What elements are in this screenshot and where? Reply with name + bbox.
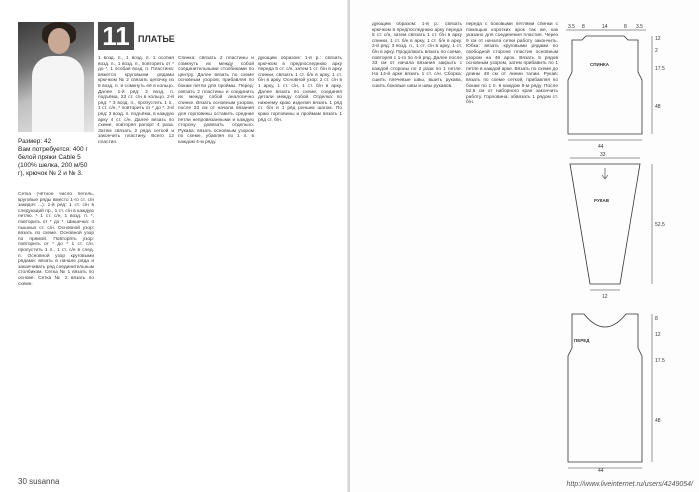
- model-photo: [18, 22, 94, 132]
- watermark-url: http://www.liveinternet.ru/users/4249054/: [566, 481, 693, 488]
- sleeve-label: РУКАВ: [594, 198, 609, 203]
- back-schematic: [566, 30, 652, 140]
- size-label: Размер: 42: [18, 138, 52, 145]
- pattern-number: 11: [98, 22, 134, 50]
- text-column-3: [178, 56, 254, 472]
- column-text: переда с боковыми петлями спинки с помощью коротких арок так же, как указано для соединения пластин. Через 9 см от начала сетки работу закончить. Юбка: вязать круговыми рядами по свободной стороне пластин основным узором на 46 арок. Вязать 5 рядов основным узором, затем прибавить по 1 петле в каждой арке. Вязать по схеме до длины 48 см от линии талии. Рукав: вязать по схеме сеткой, прибавляя по бокам по 1 п. в каждом 6-м ряду. После 52,5 см от наборного края закончить работу. Горловина: обвязать 1 рядом ст. б/н.: [466, 22, 558, 106]
- front-label: ПЕРЕД: [574, 338, 590, 343]
- dim-back-side-4: 48: [655, 104, 661, 110]
- dim-sleeve-bottom: 12: [602, 294, 608, 300]
- page-number: 30: [18, 477, 27, 486]
- dim-back-side-3: 17.5: [655, 66, 665, 72]
- column-text: дующим образом: 1-й р.: связать крючком в предпоследнюю арку переда 5 ст. с/н, затем 1 ст. б/н в арку спинки, связать 1 ст. б/н в арку, 1 ст. б/н в арку. Основной узор: 2 ст. с/н в 1 арку, 1 ст. с/н, 1 ст. б/н в арку. Далее вязать по схеме, соединяя детали между собой. Отделка: по нижнему краю изделия вязать 1 ряд ст. б/н и 1 ряд рачьим шагом. По краю горловины и проймам вязать 1 ряд ст. б/н.: [258, 56, 342, 123]
- dim-back-side-1: 12: [655, 36, 661, 42]
- dim-front-side-3: 17.5: [655, 358, 665, 364]
- column-text: дующим образом: 1-й р.: связать крючком в предпоследнюю арку переда 5 ст. с/н, затем связать 1 ст. б/н в арку спинки, 1 ст. б/н в арку, 1 ст. б/н в арку. 2-й ряд: 3 возд. п., 1 ст. с/н в арку, 1 ст. б/н в арку. Продолжать вязать по схеме, повторяя с 1-го по 4-й ряд. Далее после 33 см от начала вязания закрыть с каждой стороны по 2 раза по 1 петле. На 14-й арке вязать 1 ст. с/н. Сборка: сшить плечевые швы, вшить рукава, сшить боковые швы и швы рукавов.: [372, 22, 462, 89]
- magazine-name: susanna: [29, 477, 60, 486]
- page-folio: [18, 477, 59, 486]
- sleeve-schematic: [570, 158, 652, 290]
- column-text: Сетка (чётное число петель, круговые ряды вместо 1-го ст. с/н закидоч ...). 1-й ряд: 1 ст. с/н в следующий пр., 1 ст. с/н в каждую петлю. * 1 ст. с/н, 1 возд. п. *, повторить от * до *. Шишечка: 4 пышных ст. с/н. Основной узор: вязать по схеме. Основной узор по прямой. Повторять узор: повторить от * до * 1 ст. с/н, пропустить 1 п., 1 ст. с/н в след. п. Основной узор круговыми рядами: вязать в начале ряда и заканчивать ряд соединительным столбиком. Сетка № 1 вязать по основе. Сетка № 2 вязать по схеме.: [18, 192, 94, 287]
- pattern-diagrams: [562, 22, 692, 472]
- pattern-title: ПЛАТЬЕ: [138, 34, 175, 44]
- back-label: СПИНКА: [590, 62, 609, 67]
- dim-back-top-3: 14: [602, 24, 608, 30]
- dim-front-bottom: 44: [598, 468, 604, 472]
- schematic-svg: [562, 22, 692, 472]
- column-text: 1 возд. п., 1 возд. п. 1 особая возд. п., 1 возд. п., повторить от * до *, 1 особая возд. п. Пластина: вяжется круговыми рядами крючком № 2 связать цепочку из 8 возд. п. и сомкнуть её в кольцо. Далее 1-й ряд: 3 возд. п. подъёма, 23 ст. с/н в кольцо. 2-й ряд: * 3 возд. п., пропустить 1 п., 1 ст. с/н, * повторить от * до *. 3-й ряд: 3 возд. п. подъёма, в каждую арку 4 ст. с/н. Далее вязать по схеме, повторяя рапорт 4 раза. Затем связать 2 ряда сеткой и закончить пластину. Всего 12 пластин.: [98, 56, 174, 145]
- size-info: [18, 138, 94, 178]
- dim-front-side-2: 12: [655, 332, 661, 338]
- dim-front-side-4: 48: [655, 418, 661, 424]
- text-column-5: [372, 22, 462, 472]
- dim-back-side-2: 2: [655, 48, 658, 54]
- dim-sleeve-top: 33: [600, 152, 606, 158]
- dim-back-bottom: 44: [598, 144, 604, 150]
- dim-front-side-1: 8: [655, 316, 658, 322]
- dim-sleeve-side: 52.5: [655, 222, 665, 228]
- materials-text: Вам потребуется: 400 г белой пряжи Cable 5 (100% шелка, 200 м/50 г), крючок № 2 и № 3.: [18, 146, 88, 177]
- text-column-1: [18, 192, 94, 472]
- text-column-2: [98, 56, 174, 472]
- left-page: [0, 0, 349, 492]
- column-text: Спинка: связать 2 пластины и сомкнуть их между собой соединительными столбиками по центру. Далее вязать по схеме основным узором, прибавляя по бокам петли для проймы. Перед: связать 2 пластины и соединить их между собой аналогично спинке. Вязать основным узором, после 33 см от начала вязания для горловины оставить средние петли непровязанными и каждую сторону довязать отдельно. Рукава: вязать основным узором по схеме, убавляя по 1 п. в каждом 4-м ряду.: [178, 56, 254, 145]
- dim-back-top-5: 3.5: [636, 24, 643, 30]
- text-column-6: [466, 22, 558, 472]
- dim-back-top-2: 8: [582, 24, 585, 30]
- dim-back-top-4: 8: [624, 24, 627, 30]
- text-column-4: [258, 56, 342, 472]
- right-page: [350, 0, 699, 492]
- dim-back-top-1: 3.5: [568, 24, 575, 30]
